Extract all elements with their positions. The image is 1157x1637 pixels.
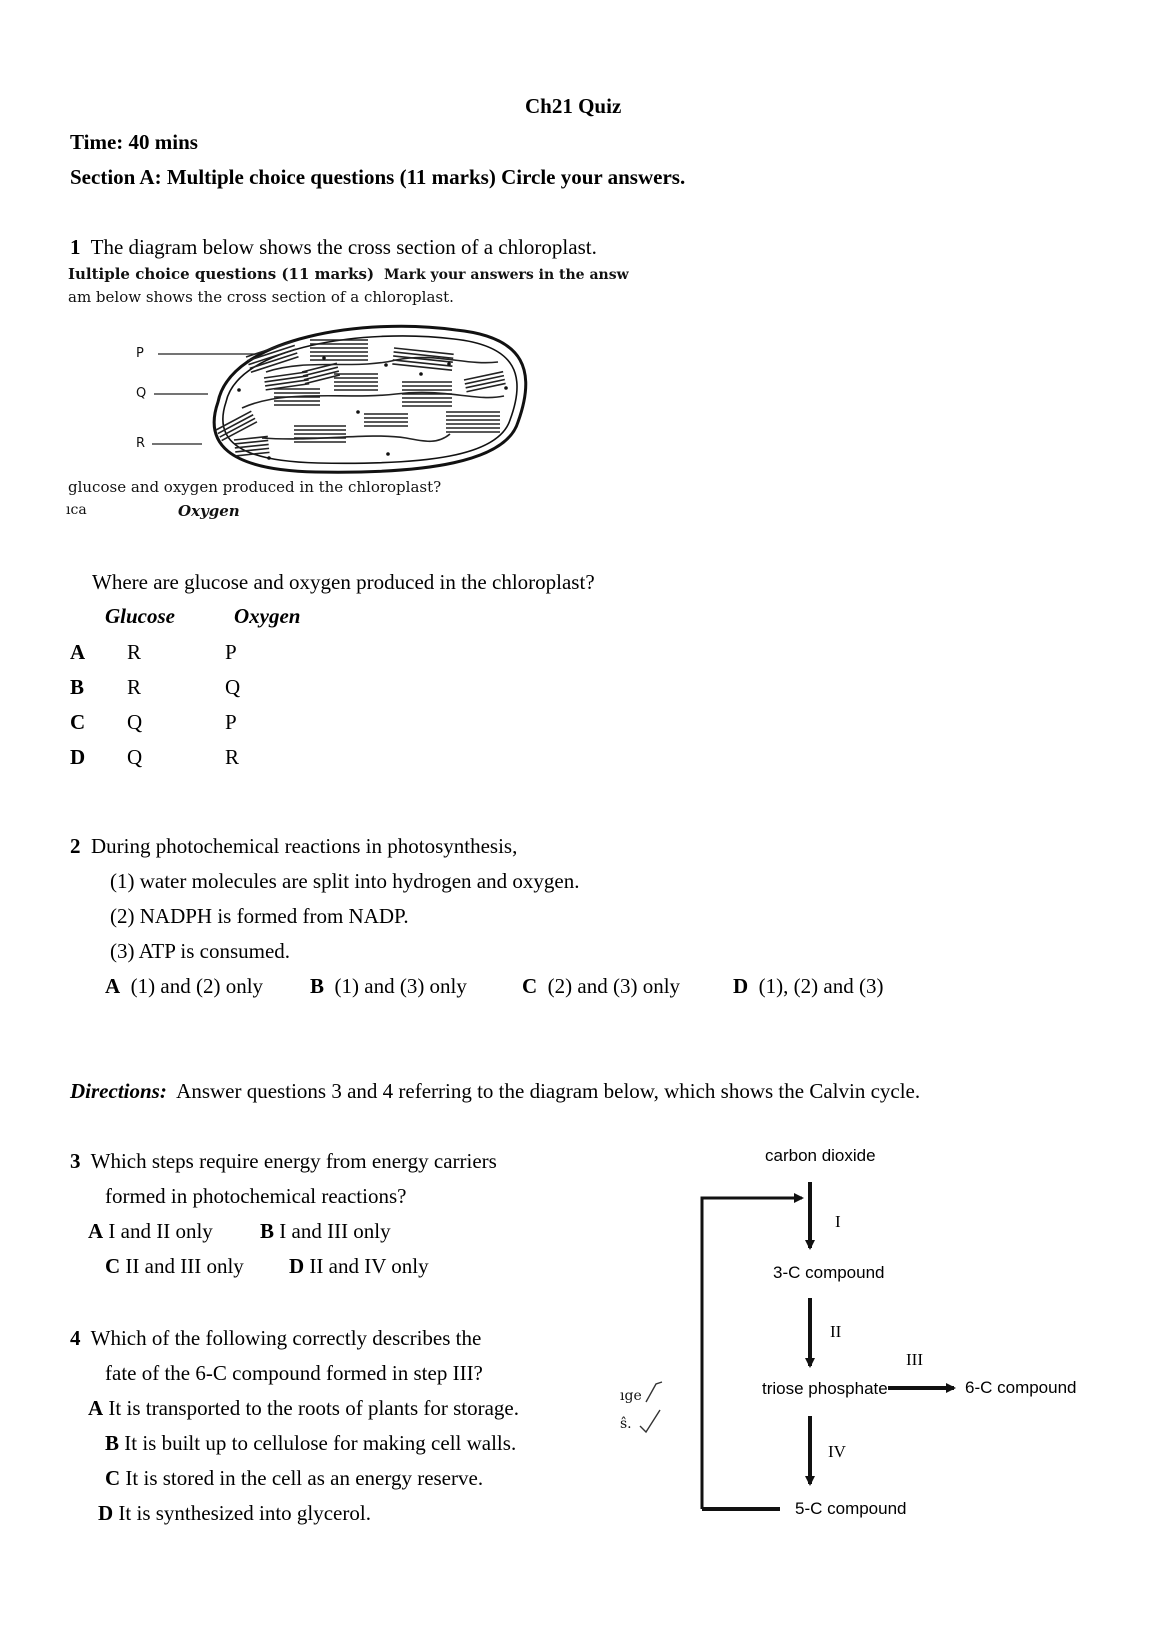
- time-limit: Time: 40 mins: [70, 130, 198, 154]
- triose-phosphate-label: triose phosphate: [762, 1379, 888, 1398]
- scan-header-right: Mark your answers in the answ: [384, 267, 629, 283]
- option-glucose: R: [127, 675, 142, 699]
- five-c-compound-label: 5-C compound: [795, 1499, 907, 1518]
- option-letter: D: [98, 1501, 114, 1525]
- calvin-cycle-diagram: [610, 1120, 1080, 1550]
- option-letter: B: [260, 1219, 275, 1243]
- question-number: 1: [70, 235, 81, 259]
- option-oxygen: P: [225, 710, 237, 734]
- option-text: It is built up to cellulose for making cell walls.: [124, 1431, 517, 1455]
- question-number: 3: [70, 1149, 81, 1173]
- scan-bottom-line: glucose and oxygen produced in the chloroplast?: [68, 478, 442, 496]
- option-letter: A: [70, 640, 86, 664]
- option-letter: C: [105, 1254, 121, 1278]
- six-c-compound-label: 6-C compound: [965, 1378, 1077, 1397]
- page-title: Ch21 Quiz: [525, 94, 622, 118]
- scan-cut-right: Oxygen: [178, 502, 240, 520]
- label-r: R: [136, 436, 146, 451]
- question-text-line2: fate of the 6-C compound formed in step III?: [105, 1361, 483, 1385]
- question-text: Which steps require energy from energy carriers: [90, 1149, 497, 1173]
- option-oxygen: R: [225, 745, 240, 769]
- label-q: Q: [136, 386, 147, 401]
- option-oxygen: Q: [225, 675, 241, 699]
- statement: (3) ATP is consumed.: [110, 939, 291, 963]
- question-4-stem: [70, 1326, 481, 1351]
- option-letter: D: [733, 974, 749, 998]
- option-oxygen: P: [225, 640, 237, 664]
- directions-text: Answer questions 3 and 4 referring to the diagram below, which shows the Calvin cycle.: [176, 1079, 921, 1103]
- question-number: 2: [70, 834, 81, 858]
- option: [105, 974, 263, 999]
- margin-mark: ıge: [620, 1388, 642, 1404]
- option: [289, 1254, 429, 1279]
- option-letter: C: [70, 710, 86, 734]
- option-text: II and III only: [125, 1254, 244, 1278]
- chloroplast-scan: [66, 262, 650, 540]
- step-3-label: III: [906, 1350, 923, 1369]
- option-glucose: R: [127, 640, 142, 664]
- option-text: (2) and (3) only: [547, 974, 681, 998]
- three-c-compound-label: 3-C compound: [773, 1263, 885, 1282]
- step-4-label: IV: [828, 1442, 846, 1461]
- option: [733, 974, 883, 999]
- option-text: (1) and (2) only: [130, 974, 264, 998]
- chloroplast-diagram: [66, 262, 650, 540]
- statement: (1) water molecules are split into hydrogen and oxygen.: [110, 869, 580, 893]
- question-2-stem: [70, 834, 517, 859]
- label-p: P: [136, 346, 144, 361]
- directions: [70, 1079, 920, 1104]
- margin-mark: ŝ.: [620, 1416, 632, 1432]
- scan-cut-left: ıса: [66, 502, 87, 518]
- option: [105, 1431, 516, 1456]
- carbon-dioxide-label: carbon dioxide: [765, 1146, 876, 1165]
- option-glucose: Q: [127, 710, 143, 734]
- option-letter: B: [310, 974, 325, 998]
- option-text: I and III only: [279, 1219, 391, 1243]
- option-letter: B: [70, 675, 85, 699]
- question-text: During photochemical reactions in photosynthesis,: [91, 834, 518, 858]
- option-letter: C: [105, 1466, 121, 1490]
- option: [88, 1219, 213, 1244]
- scan-line: am below shows the cross section of a chloroplast.: [68, 288, 454, 306]
- option-text: It is stored in the cell as an energy reserve.: [125, 1466, 484, 1490]
- question-text: Which of the following correctly describes the: [90, 1326, 482, 1350]
- option-text: II and IV only: [309, 1254, 429, 1278]
- option-text: (1) and (3) only: [334, 974, 467, 998]
- column-glucose: Glucose: [105, 604, 175, 628]
- option-letter: D: [70, 745, 86, 769]
- option-glucose: Q: [127, 745, 143, 769]
- question-text-line2: formed in photochemical reactions?: [105, 1184, 407, 1208]
- question-1-stem: [70, 235, 597, 260]
- option: [105, 1466, 483, 1491]
- scan-header-left: Iultiple choice questions (11 marks): [68, 265, 375, 283]
- question-3-stem: [70, 1149, 497, 1174]
- calvin-arrows: [610, 1120, 1080, 1550]
- question-number: 4: [70, 1326, 81, 1350]
- section-heading: Section A: Multiple choice questions (11 marks) Circle your answers.: [70, 165, 686, 189]
- option-text: It is transported to the roots of plants for storage.: [108, 1396, 519, 1420]
- statement: (2) NADPH is formed from NADP.: [110, 904, 409, 928]
- option: [260, 1219, 391, 1244]
- option-text: (1), (2) and (3): [758, 974, 884, 998]
- option-letter: C: [522, 974, 538, 998]
- option: [105, 1254, 244, 1279]
- option: [522, 974, 680, 999]
- option-letter: A: [105, 974, 121, 998]
- option: [310, 974, 467, 999]
- option-letter: D: [289, 1254, 305, 1278]
- column-oxygen: Oxygen: [234, 604, 301, 628]
- directions-label: Directions:: [70, 1079, 167, 1103]
- option-letter: A: [88, 1219, 104, 1243]
- question-text: The diagram below shows the cross section of a chloroplast.: [90, 235, 597, 259]
- option-letter: B: [105, 1431, 120, 1455]
- option-text: It is synthesized into glycerol.: [118, 1501, 371, 1525]
- option-letter: A: [88, 1396, 104, 1420]
- step-1-label: I: [835, 1212, 841, 1231]
- step-2-label: II: [830, 1322, 842, 1341]
- option: [98, 1501, 371, 1526]
- option: [88, 1396, 519, 1421]
- option-text: I and II only: [108, 1219, 213, 1243]
- question-1-text: Where are glucose and oxygen produced in the chloroplast?: [92, 570, 595, 594]
